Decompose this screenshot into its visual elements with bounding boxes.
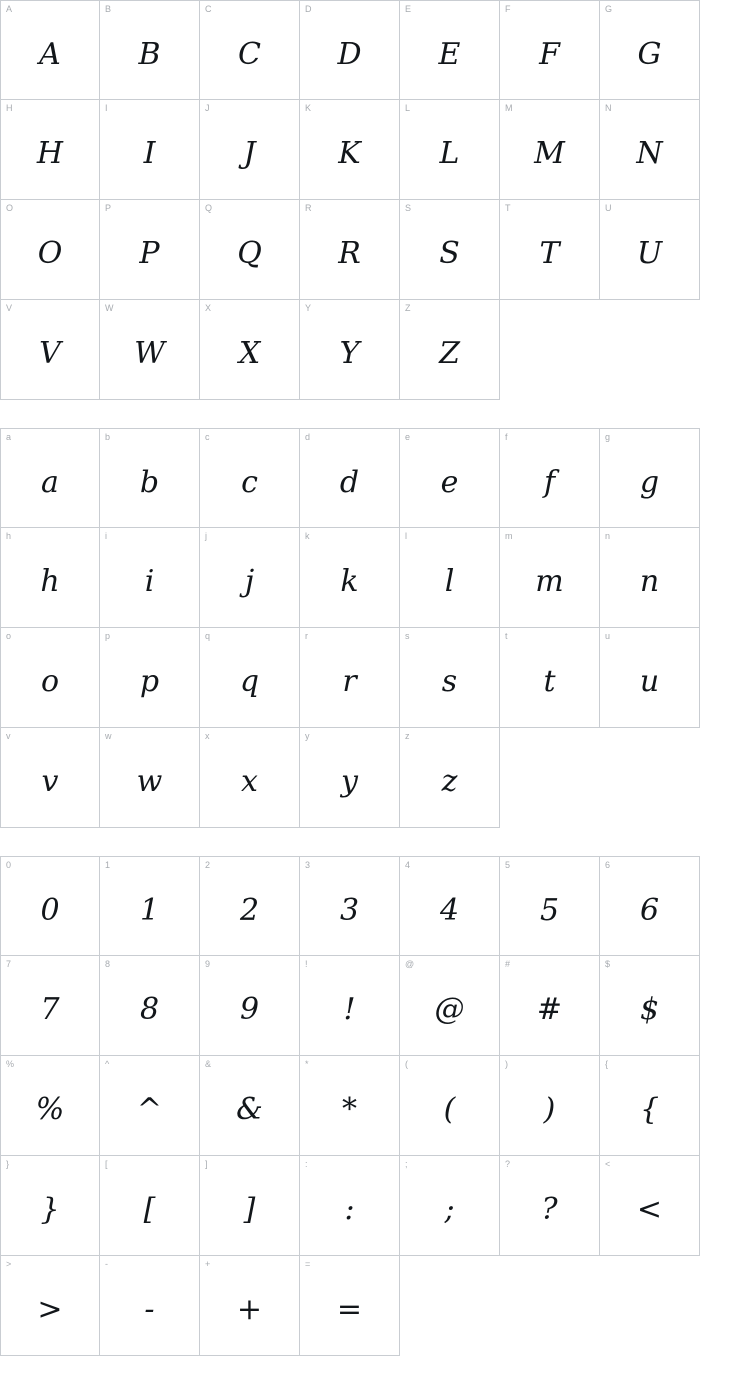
glyph-cell-character: m — [535, 564, 564, 599]
glyph-cell-character: } — [40, 1192, 60, 1227]
glyph-cell-label: 2 — [205, 860, 211, 870]
glyph-cell[interactable] — [100, 956, 200, 1056]
glyph-cell-character: v — [41, 764, 59, 799]
glyph-cell-label: T — [505, 203, 511, 213]
glyph-cell[interactable] — [300, 300, 400, 400]
glyph-cell-character: [ — [143, 1192, 156, 1227]
glyph-cell-label: 1 — [105, 860, 111, 870]
glyph-cell-character: a — [41, 464, 59, 500]
glyph-cell-character: W — [134, 336, 165, 371]
glyph-cell[interactable] — [100, 1256, 200, 1356]
glyph-cell[interactable] — [500, 628, 600, 728]
glyph-cell-character: # — [536, 992, 563, 1027]
glyph-cell-label: > — [6, 1259, 12, 1269]
glyph-cell[interactable] — [400, 300, 500, 400]
glyph-cell[interactable] — [100, 728, 200, 828]
glyph-cell-label: = — [305, 1259, 311, 1269]
glyph-cell-label: y — [305, 731, 310, 741]
glyph-cell-label: B — [105, 4, 112, 14]
glyph-cell-empty — [500, 728, 600, 828]
glyph-cell[interactable] — [400, 956, 500, 1056]
glyph-cell-character: y — [341, 764, 358, 799]
glyph-cell-character: P — [139, 236, 160, 271]
glyph-cell-character: 3 — [339, 892, 360, 928]
glyph-cell-character: - — [144, 1292, 155, 1327]
glyph-cell[interactable] — [300, 728, 400, 828]
glyph-cell-label: * — [305, 1059, 309, 1069]
glyph-cell-character: 1 — [139, 892, 160, 928]
glyph-cell-label: X — [205, 303, 212, 313]
glyph-cell-character: M — [534, 136, 565, 171]
glyph-cell-label: - — [105, 1259, 108, 1269]
glyph-cell[interactable] — [300, 1156, 400, 1256]
glyph-cell-character: 4 — [439, 892, 460, 928]
glyph-cell[interactable] — [200, 428, 300, 528]
glyph-cell-character: @ — [434, 992, 465, 1027]
glyph-cell-character: ( — [443, 1092, 456, 1127]
glyph-cell[interactable] — [0, 528, 100, 628]
glyph-cell-label: # — [505, 959, 511, 969]
glyph-grid-row — [0, 1156, 740, 1256]
glyph-grid-row — [0, 0, 740, 100]
glyph-cell-label: ^ — [105, 1059, 110, 1069]
glyph-cell-character: ] — [243, 1192, 256, 1227]
glyph-cell-character: g — [639, 464, 660, 500]
glyph-cell-empty — [600, 1256, 700, 1356]
glyph-cell[interactable] — [0, 200, 100, 300]
glyph-cell-label: q — [205, 631, 211, 641]
glyph-cell[interactable] — [200, 100, 300, 200]
glyph-cell[interactable] — [0, 1256, 100, 1356]
glyph-cell[interactable] — [600, 856, 700, 956]
glyph-cell-label: L — [405, 103, 411, 113]
glyph-cell-label: x — [205, 731, 210, 741]
glyph-cell[interactable] — [200, 300, 300, 400]
glyph-cell[interactable] — [400, 1156, 500, 1256]
glyph-grid-row — [0, 1256, 740, 1356]
glyph-cell-character: Y — [339, 336, 360, 371]
glyph-cell-character: o — [40, 664, 60, 699]
glyph-grid-row — [0, 300, 740, 400]
glyph-cell[interactable] — [500, 528, 600, 628]
glyph-cell-character: ) — [543, 1092, 556, 1127]
glyph-cell-label: P — [105, 203, 112, 213]
glyph-cell-character: e — [440, 464, 459, 500]
glyph-cell-label: s — [405, 631, 410, 641]
glyph-cell-label: j — [205, 531, 207, 541]
glyph-cell[interactable] — [500, 856, 600, 956]
glyph-cell-character: Z — [439, 336, 460, 371]
glyph-cell-character: = — [336, 1292, 363, 1327]
glyph-cell-label: m — [505, 531, 513, 541]
glyph-cell-label: 8 — [105, 959, 111, 969]
glyph-cell-label: H — [6, 103, 13, 113]
glyph-cell-label: O — [6, 203, 14, 213]
glyph-grid-row — [0, 856, 740, 956]
glyph-grid-row — [0, 428, 740, 528]
glyph-cell[interactable] — [200, 728, 300, 828]
glyph-cell-character: s — [441, 664, 458, 699]
glyph-cell-character: 5 — [539, 892, 560, 928]
glyph-cell[interactable] — [0, 856, 100, 956]
glyph-cell[interactable] — [500, 428, 600, 528]
glyph-cell-character: : — [344, 1192, 355, 1227]
glyph-cell-character: 9 — [239, 992, 260, 1027]
glyph-cell[interactable] — [600, 0, 700, 100]
glyph-cell[interactable] — [200, 1156, 300, 1256]
glyph-cell-character: N — [636, 136, 663, 171]
glyph-cell[interactable] — [100, 200, 200, 300]
glyph-cell[interactable] — [600, 956, 700, 1056]
glyph-cell-label: l — [405, 531, 407, 541]
glyph-grid-row — [0, 1056, 740, 1156]
glyph-cell[interactable] — [600, 528, 700, 628]
glyph-cell-character: p — [139, 664, 160, 699]
glyph-cell-character: f — [543, 464, 556, 500]
glyph-cell-label: p — [105, 631, 111, 641]
glyph-section-lowercase-letters — [0, 428, 740, 828]
glyph-cell-label: < — [605, 1159, 611, 1169]
glyph-cell-label: R — [305, 203, 312, 213]
glyph-cell-label: Z — [405, 303, 411, 313]
glyph-cell[interactable] — [200, 200, 300, 300]
glyph-cell-label: a — [6, 432, 12, 442]
glyph-cell[interactable] — [0, 728, 100, 828]
glyph-cell-empty — [500, 300, 600, 400]
glyph-cell[interactable] — [100, 100, 200, 200]
glyph-section-digits-and-symbols — [0, 856, 740, 1356]
glyph-cell-character: { — [639, 1092, 660, 1127]
glyph-cell-label: 3 — [305, 860, 311, 870]
glyph-cell-label: ) — [505, 1059, 508, 1069]
glyph-cell[interactable] — [100, 1056, 200, 1156]
glyph-grid-row — [0, 956, 740, 1056]
glyph-section-uppercase-letters — [0, 0, 740, 400]
glyph-cell-label: G — [605, 4, 613, 14]
glyph-cell-label: u — [605, 631, 611, 641]
glyph-cell-label: & — [205, 1059, 212, 1069]
glyph-cell-label: v — [6, 731, 11, 741]
glyph-cell[interactable] — [0, 1056, 100, 1156]
glyph-cell[interactable] — [0, 956, 100, 1056]
glyph-cell-label: K — [305, 103, 312, 113]
glyph-cell[interactable] — [400, 628, 500, 728]
glyph-cell-character: O — [37, 236, 63, 271]
glyph-cell[interactable] — [200, 528, 300, 628]
glyph-cell-label: b — [105, 432, 111, 442]
glyph-cell-label: % — [6, 1059, 15, 1069]
glyph-cell[interactable] — [300, 1256, 400, 1356]
glyph-cell-character: q — [239, 664, 260, 699]
glyph-cell-character: * — [342, 1092, 357, 1127]
glyph-cell-character: u — [639, 664, 660, 699]
glyph-cell-label: V — [6, 303, 13, 313]
glyph-cell-label: 6 — [605, 860, 611, 870]
glyph-cell[interactable] — [100, 1156, 200, 1256]
glyph-cell-character: l — [444, 564, 455, 599]
glyph-cell-character: R — [338, 236, 361, 271]
glyph-cell-label: ! — [305, 959, 308, 969]
glyph-cell-label: o — [6, 631, 12, 641]
glyph-cell[interactable] — [400, 0, 500, 100]
glyph-cell-label: N — [605, 103, 612, 113]
glyph-cell-character: t — [543, 664, 556, 699]
glyph-cell-label: f — [505, 432, 508, 442]
glyph-cell-character: 2 — [239, 892, 260, 928]
glyph-cell-label: 4 — [405, 860, 411, 870]
glyph-cell[interactable] — [100, 428, 200, 528]
glyph-cell[interactable] — [400, 200, 500, 300]
glyph-grid-row — [0, 628, 740, 728]
glyph-cell-character: d — [339, 464, 360, 500]
glyph-cell[interactable] — [200, 1056, 300, 1156]
glyph-grid-row — [0, 100, 740, 200]
glyph-cell[interactable] — [500, 0, 600, 100]
glyph-cell-character: 7 — [40, 992, 60, 1027]
glyph-cell[interactable] — [100, 856, 200, 956]
glyph-cell[interactable] — [400, 728, 500, 828]
glyph-cell[interactable] — [500, 956, 600, 1056]
glyph-cell-label: c — [205, 432, 210, 442]
glyph-cell-label: ( — [405, 1059, 408, 1069]
glyph-cell-character: ^ — [136, 1092, 163, 1127]
glyph-cell-character: ! — [343, 992, 356, 1027]
glyph-cell-label: J — [205, 103, 210, 113]
glyph-cell-character: L — [439, 136, 460, 171]
glyph-cell[interactable] — [0, 100, 100, 200]
glyph-cell-character: C — [238, 36, 261, 72]
glyph-cell-label: h — [6, 531, 12, 541]
glyph-cell-label: z — [405, 731, 410, 741]
glyph-cell[interactable] — [300, 0, 400, 100]
glyph-cell[interactable] — [300, 200, 400, 300]
glyph-cell-label: I — [105, 103, 108, 113]
glyph-cell-label: $ — [605, 959, 611, 969]
glyph-cell[interactable] — [200, 956, 300, 1056]
glyph-cell[interactable] — [600, 100, 700, 200]
glyph-cell-character: n — [639, 564, 660, 599]
glyph-cell-label: w — [105, 731, 112, 741]
glyph-cell-label: { — [605, 1059, 609, 1069]
glyph-cell-character: X — [238, 336, 261, 371]
glyph-cell[interactable] — [500, 1156, 600, 1256]
glyph-cell-label: r — [305, 631, 308, 641]
glyph-cell[interactable] — [500, 100, 600, 200]
glyph-grid-row — [0, 528, 740, 628]
glyph-cell-character: B — [138, 36, 161, 72]
glyph-cell-character: j — [244, 564, 255, 599]
glyph-cell-label: @ — [405, 959, 415, 969]
glyph-cell[interactable] — [100, 628, 200, 728]
glyph-cell-label: 5 — [505, 860, 511, 870]
glyph-cell-character: Q — [237, 236, 262, 271]
glyph-cell-character: E — [438, 36, 461, 72]
glyph-cell[interactable] — [300, 1056, 400, 1156]
glyph-cell-character: I — [143, 136, 156, 171]
glyph-cell[interactable] — [400, 428, 500, 528]
glyph-cell-character: h — [40, 564, 60, 599]
glyph-cell[interactable] — [600, 200, 700, 300]
glyph-cell-label: k — [305, 531, 310, 541]
glyph-cell[interactable] — [100, 300, 200, 400]
glyph-cell-empty — [600, 728, 700, 828]
glyph-cell-character: + — [236, 1292, 263, 1327]
glyph-cell-character: k — [340, 564, 359, 599]
glyph-cell-label: d — [305, 432, 311, 442]
glyph-cell-label: : — [305, 1159, 308, 1169]
glyph-cell-character: & — [236, 1092, 263, 1127]
glyph-cell-character: H — [36, 136, 64, 171]
glyph-cell-character: b — [139, 464, 160, 500]
glyph-cell-character: K — [338, 136, 361, 171]
glyph-cell-character: T — [539, 236, 560, 271]
glyph-cell[interactable] — [400, 528, 500, 628]
glyph-cell[interactable] — [300, 528, 400, 628]
glyph-cell-label: E — [405, 4, 412, 14]
glyph-cell-label: ; — [405, 1159, 408, 1169]
glyph-cell[interactable] — [200, 0, 300, 100]
glyph-cell[interactable] — [400, 1056, 500, 1156]
glyph-cell-character: J — [243, 136, 256, 171]
glyph-cell-character: U — [636, 236, 663, 271]
glyph-cell[interactable] — [200, 856, 300, 956]
glyph-cell-label: U — [605, 203, 612, 213]
glyph-cell-character: 8 — [139, 992, 160, 1027]
glyph-cell[interactable] — [0, 428, 100, 528]
glyph-cell[interactable] — [100, 0, 200, 100]
glyph-cell-character: F — [539, 36, 560, 72]
glyph-cell-character: w — [136, 764, 163, 799]
glyph-cell-character: > — [37, 1292, 63, 1327]
glyph-cell[interactable] — [0, 0, 100, 100]
glyph-cell[interactable] — [0, 1156, 100, 1256]
glyph-cell[interactable] — [600, 1156, 700, 1256]
glyph-cell[interactable] — [300, 628, 400, 728]
glyph-cell-empty — [500, 1256, 600, 1356]
glyph-cell-character: ? — [541, 1192, 558, 1227]
glyph-cell-character: z — [441, 764, 458, 799]
glyph-cell-label: e — [405, 432, 411, 442]
glyph-cell-label: Y — [305, 303, 312, 313]
glyph-cell[interactable] — [300, 856, 400, 956]
glyph-cell-character: V — [39, 336, 61, 371]
glyph-cell-label: D — [305, 4, 312, 14]
glyph-cell-character: $ — [639, 992, 660, 1027]
glyph-cell-character: x — [241, 764, 258, 799]
glyph-cell[interactable] — [600, 628, 700, 728]
glyph-cell-character: 6 — [639, 892, 660, 928]
glyph-cell[interactable] — [600, 1056, 700, 1156]
glyph-cell-character: ; — [444, 1192, 455, 1227]
glyph-cell-character: c — [241, 464, 258, 500]
glyph-cell-label: 7 — [6, 959, 12, 969]
glyph-cell[interactable] — [100, 528, 200, 628]
glyph-cell[interactable] — [400, 856, 500, 956]
glyph-cell-label: ] — [205, 1159, 208, 1169]
glyph-cell-label: i — [105, 531, 107, 541]
glyph-cell-label: S — [405, 203, 412, 213]
glyph-cell[interactable] — [300, 100, 400, 200]
glyph-cell-label: M — [505, 103, 513, 113]
glyph-cell[interactable] — [400, 100, 500, 200]
glyph-cell[interactable] — [0, 300, 100, 400]
glyph-cell-label: + — [205, 1259, 211, 1269]
glyph-cell-label: t — [505, 631, 508, 641]
glyph-cell-character: i — [144, 564, 155, 599]
glyph-cell[interactable] — [200, 628, 300, 728]
glyph-cell-label: g — [605, 432, 611, 442]
glyph-cell-label: [ — [105, 1159, 108, 1169]
glyph-cell-label: 9 — [205, 959, 211, 969]
glyph-cell-character: % — [35, 1092, 65, 1127]
glyph-cell-character: 0 — [40, 892, 60, 928]
glyph-cell-character: S — [439, 236, 460, 271]
glyph-cell-label: ? — [505, 1159, 511, 1169]
glyph-cell[interactable] — [500, 1056, 600, 1156]
glyph-cell-label: W — [105, 303, 114, 313]
glyph-grid-row — [0, 200, 740, 300]
glyph-cell[interactable] — [500, 200, 600, 300]
glyph-cell-character: D — [337, 36, 362, 72]
glyph-cell-character: G — [637, 36, 662, 72]
glyph-cell-label: n — [605, 531, 611, 541]
glyph-cell-character: r — [342, 664, 357, 699]
glyph-cell-empty — [400, 1256, 500, 1356]
glyph-cell[interactable] — [300, 428, 400, 528]
glyph-cell[interactable] — [300, 956, 400, 1056]
glyph-cell[interactable] — [600, 428, 700, 528]
glyph-cell-label: } — [6, 1159, 10, 1169]
glyph-cell-character: < — [636, 1192, 663, 1227]
glyph-cell-label: F — [505, 4, 511, 14]
glyph-grid-row — [0, 728, 740, 828]
glyph-cell-character: A — [39, 36, 61, 72]
glyph-cell-label: 0 — [6, 860, 12, 870]
glyph-cell-label: C — [205, 4, 212, 14]
glyph-cell-label: A — [6, 4, 13, 14]
glyph-cell[interactable] — [200, 1256, 300, 1356]
glyph-cell-empty — [600, 300, 700, 400]
glyph-cell[interactable] — [0, 628, 100, 728]
glyph-cell-label: Q — [205, 203, 213, 213]
